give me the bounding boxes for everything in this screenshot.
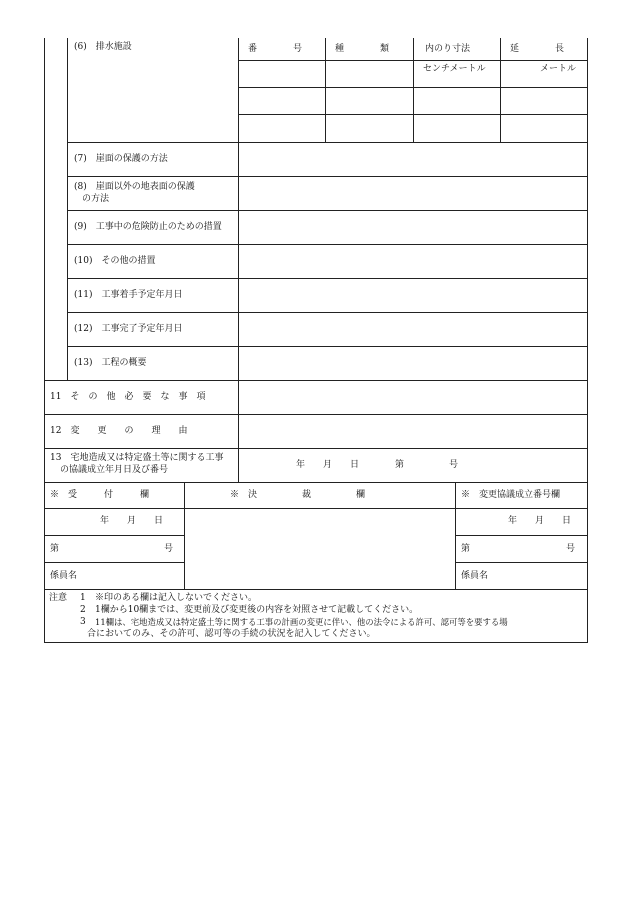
agreement-number-suffix: 号 [566, 544, 576, 554]
note-2-text: 1欄から10欄までは、変更前及び変更後の内容を対照させて記載してください。 [95, 605, 419, 615]
border-h-562-left [44, 562, 185, 563]
border-h-482 [44, 482, 588, 483]
border-h-448 [44, 448, 588, 449]
note-2-number: 2 [80, 605, 86, 615]
row-13-label-line1: 13 宅地造成又は特定盛土等に関する工事 [50, 453, 224, 463]
border-h-176 [67, 176, 588, 177]
border-h-508-left [44, 508, 185, 509]
drainage-header-type: 種 類 [335, 44, 390, 54]
note-1-number: 1 [80, 593, 86, 603]
border-drain-2 [413, 38, 414, 142]
border-bottom [44, 642, 588, 643]
agreement-clerk: 係員名 [461, 571, 489, 581]
note-1-text: ※印のある欄は記入しないでください。 [95, 593, 258, 603]
border-h-278 [67, 278, 588, 279]
border-h-508-mid [184, 508, 455, 509]
drainage-header-size: 内のり寸法 [425, 44, 471, 54]
agreement-header: ※ 変更協議成立番号欄 [461, 490, 561, 500]
agreement-number-prefix: 第 [461, 544, 471, 554]
receipt-date: 年 月 日 [100, 516, 164, 526]
border-right [587, 38, 588, 643]
item-8-label-line2: の方法 [82, 194, 110, 204]
border-h-210 [67, 210, 588, 211]
border-h-535-right [455, 535, 588, 536]
row-13-value: 年 月 日 第 号 [296, 460, 459, 470]
note-3-text-line2: 合においてのみ、その許可、認可等の手続の状況を記入してください。 [87, 629, 376, 639]
note-3-text-line1: 11欄は、宅地造成又は特定盛土等に関する工事の計画の変更に伴い、他の法令による許可、認可等を要する場 [95, 617, 508, 627]
item-8-label-line1: (8) 崖面以外の地表面の保護 [74, 182, 195, 192]
border-drain-1 [325, 38, 326, 142]
border-drain-h3 [238, 114, 588, 115]
receipt-header: ※ 受 付 欄 [50, 490, 150, 500]
drainage-header-length: 延 長 [510, 44, 565, 54]
drainage-unit-size: センチメートル [423, 64, 486, 74]
item-9-label: (9) 工事中の危険防止のための措置 [74, 222, 222, 232]
notes-label: 注意 [49, 593, 68, 603]
border-h-414 [44, 414, 588, 415]
border-h-535-left [44, 535, 185, 536]
receipt-clerk: 係員名 [50, 571, 78, 581]
item-10-label: (10) その他の措置 [74, 256, 156, 266]
drainage-label: (6) 排水施設 [74, 42, 132, 52]
border-h-244 [67, 244, 588, 245]
decision-header: ※ 決 裁 欄 [230, 490, 366, 500]
note-3-number: 3 [80, 617, 86, 627]
row-12-label: 12 変 更 の 理 由 [50, 426, 188, 436]
border-h-312 [67, 312, 588, 313]
item-7-label: (7) 崖面の保護の方法 [74, 154, 168, 164]
row-13-label-line2: の協議成立年月日及び番号 [60, 465, 169, 475]
receipt-number-suffix: 号 [164, 544, 174, 554]
border-h-589 [44, 589, 588, 590]
border-subitem [67, 38, 68, 380]
border-drain-h2 [238, 87, 588, 88]
drainage-unit-length: メートル [540, 64, 577, 74]
border-drain-h1 [238, 60, 588, 61]
item-13-label: (13) 工程の概要 [74, 358, 147, 368]
item-12-label: (12) 工事完了予定年月日 [74, 324, 183, 334]
row-11-label: 11 そ の 他 必 要 な 事 項 [50, 392, 206, 402]
border-left [44, 38, 45, 643]
border-h-380 [44, 380, 588, 381]
border-label-value [238, 38, 239, 482]
agreement-date: 年 月 日 [508, 516, 572, 526]
border-h-346 [67, 346, 588, 347]
receipt-number-prefix: 第 [50, 544, 60, 554]
border-h-142 [67, 142, 588, 143]
border-h-562-right [455, 562, 588, 563]
drainage-header-number: 番 号 [248, 44, 303, 54]
border-h-508-right [455, 508, 588, 509]
item-11-label: (11) 工事着手予定年月日 [74, 290, 183, 300]
border-drain-3 [500, 38, 501, 142]
